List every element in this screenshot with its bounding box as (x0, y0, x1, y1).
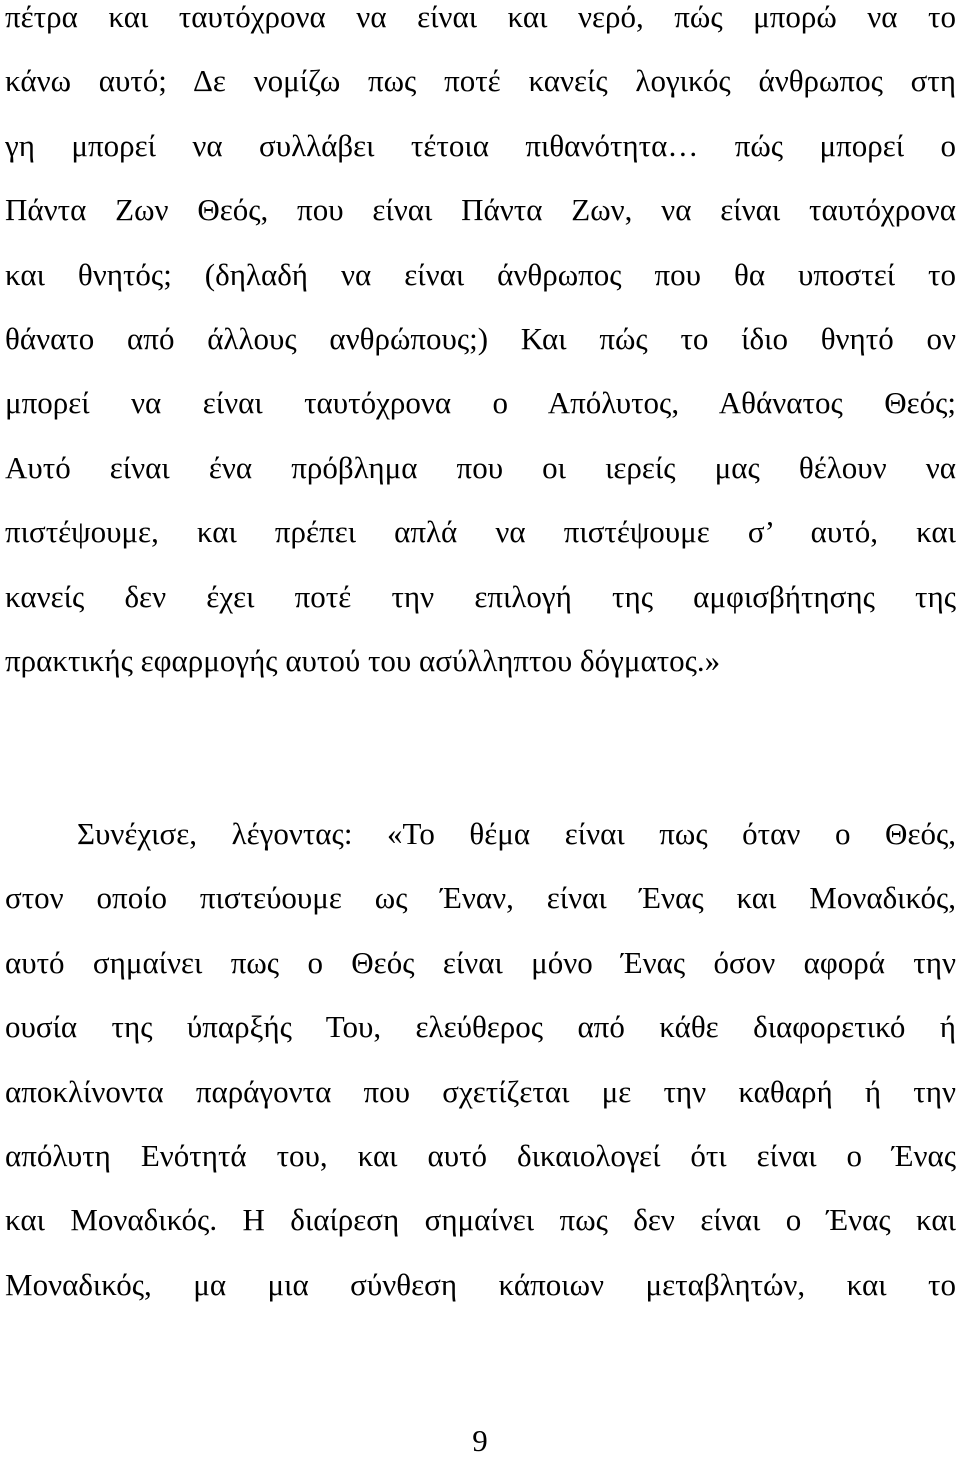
text-line: κάνω αυτό; Δε νομίζω πως ποτέ κανείς λογικός άνθρωπος στη (5, 63, 956, 99)
text-line: και Μοναδικός. Η διαίρεση σημαίνει πως δεν είναι ο Ένας και (5, 1202, 956, 1238)
text-line: Αυτό είναι ένα πρόβλημα που οι ιερείς μας θέλουν να (5, 449, 956, 485)
text-line: κανείς δεν έχει ποτέ την επιλογή της αμφισβήτησης της (5, 578, 956, 614)
text-line: μπορεί να είναι ταυτόχρονα ο Απόλυτος, Αθάνατος Θεός; (5, 385, 956, 421)
text-line: αποκλίνοντα παράγοντα που σχετίζεται με την καθαρή ή την (5, 1073, 956, 1109)
text-line: αυτό σημαίνει πως ο Θεός είναι μόνο Ένας όσον αφορά την (5, 944, 956, 980)
text-line: Μοναδικός, μα μια σύνθεση κάποιων μεταβλητών, και το (5, 1266, 956, 1302)
text-line: θάνατο από άλλους ανθρώπους;) Και πώς το ίδιο θνητό ον (5, 320, 956, 356)
paragraph-2 (5, 802, 956, 1317)
text-line: Πάντα Ζων Θεός, που είναι Πάντα Ζων, να είναι ταυτόχρονα (5, 192, 956, 228)
text-line: ουσία της ύπαρξής Του, ελεύθερος από κάθε διαφορετικό ή (5, 1009, 956, 1045)
text-line: και θνητός; (δηλαδή να είναι άνθρωπος που θα υποστεί το (5, 256, 956, 292)
paragraph-1 (5, 0, 956, 693)
text-line: Συνέχισε, λέγοντας: «Το θέμα είναι πως όταν ο Θεός, (77, 816, 956, 851)
text-line: στον οποίο πιστεύουμε ως Έναν, είναι Ένας και Μοναδικός, (5, 880, 956, 916)
text-line: πέτρα και ταυτόχρονα να είναι και νερό, πώς μπορώ να το (5, 0, 956, 34)
text-line: πρακτικής εφαρμογής αυτού του ασύλληπτου δόγματος.» (5, 642, 721, 678)
text-line: απόλυτη Ενότητά του, και αυτό δικαιολογεί ότι είναι ο Ένας (5, 1137, 956, 1173)
text-line: πιστέψουμε, και πρέπει απλά να πιστέψουμε σ’ αυτό, και (5, 514, 956, 550)
text-line: γη μπορεί να συλλάβει τέτοια πιθανότητα… πώς μπορεί ο (5, 127, 956, 163)
page-number: 9 (472, 1423, 488, 1458)
